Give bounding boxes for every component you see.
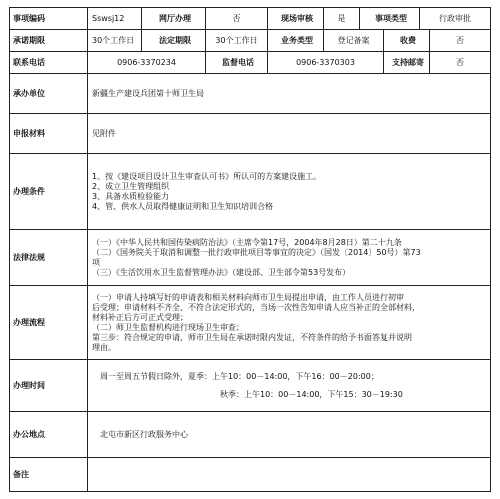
remarks-label: 备注 <box>10 458 88 491</box>
row-header <box>10 8 490 30</box>
unit-label: 承办单位 <box>10 74 88 113</box>
supervision-phone-value: 0906-3370303 <box>268 52 384 73</box>
materials-value: 见附件 <box>92 128 116 138</box>
row-conditions <box>10 154 490 230</box>
contact-phone-label: 联系电话 <box>10 52 88 73</box>
location-value: 北屯市新区行政服务中心 <box>100 429 188 439</box>
item-type-label: 事项类型 <box>360 8 420 29</box>
process-line: 理由。 <box>92 342 116 352</box>
row-laws <box>10 230 490 286</box>
hours-content <box>88 360 490 411</box>
mail-support-value: 否 <box>456 57 464 67</box>
onsite-review-label: 现场审核 <box>268 8 324 29</box>
condition-line: 4、管、供水人员取得健康证明和卫生知识培训合格 <box>92 201 274 211</box>
hours-line: 周一至周五节假日除外，夏季：上午10：00－14:00，下午16：00－20:00； <box>100 371 379 381</box>
conditions-content <box>88 154 490 229</box>
row-location <box>10 412 490 458</box>
business-type-value: 登记备案 <box>324 30 384 51</box>
business-type-label: 业务类型 <box>268 30 324 51</box>
row-contacts <box>10 52 490 74</box>
row-process <box>10 286 490 360</box>
row-unit <box>10 74 490 114</box>
row-hours <box>10 360 490 412</box>
fee-label: 收费 <box>384 30 430 51</box>
online-label: 网厅办理 <box>142 8 206 29</box>
legal-period-label: 法定期限 <box>142 30 206 51</box>
hours-line: 秋季：上午10：00－14:00，下午15：30－19:30 <box>220 389 403 399</box>
online-value: 否 <box>206 8 268 29</box>
law-line: （二）《国务院关于取消和调整一批行政审批项目等事宜的决定》（国发〔2014〕50号）第73 <box>92 247 421 257</box>
promised-period-value: 30个工作日 <box>88 30 142 51</box>
onsite-review-value: 是 <box>324 8 360 29</box>
row-remarks <box>10 458 490 491</box>
conditions-label: 办理条件 <box>10 154 88 229</box>
item-type-value: 行政审批 <box>439 13 471 23</box>
mail-support-label: 支持邮寄 <box>384 52 430 73</box>
row-materials <box>10 114 490 154</box>
law-line: 项 <box>92 257 100 267</box>
legal-period-value: 30个工作日 <box>206 30 268 51</box>
process-line: 后受理；申请材料不齐全、不符合法定形式的，当场一次性告知申请人应当补正的全部材料， <box>92 302 420 312</box>
fee-value: 否 <box>456 35 464 45</box>
process-line: （一）申请人持填写好的申请表和相关材料向师市卫生局提出申请，由工作人员进行初审 <box>92 292 404 302</box>
law-line: （三）《生活饮用水卫生监督管理办法》（建设部、卫生部令第53号发布） <box>92 267 351 277</box>
process-line: （二）师卫生监督机构进行现场卫生审查； <box>92 322 244 332</box>
laws-content <box>88 230 490 285</box>
row-deadlines <box>10 30 490 52</box>
process-content <box>88 286 490 359</box>
item-code-label: 事项编码 <box>10 8 88 29</box>
process-line: 材料补正后方可正式受理； <box>92 312 188 322</box>
condition-line: 3、具备水质检验能力 <box>92 191 170 201</box>
law-line: （一）《中华人民共和国传染病防治法》（主席令第17号，2004年8月28日）第二十九条 <box>92 237 402 247</box>
process-label: 办理流程 <box>10 286 88 359</box>
contact-phone-value: 0906-3370234 <box>88 52 206 73</box>
supervision-phone-label: 监督电话 <box>206 52 268 73</box>
remarks-value <box>88 458 490 491</box>
condition-line: 2、成立卫生管理组织 <box>92 181 170 191</box>
promised-period-label: 承诺期限 <box>10 30 88 51</box>
laws-label: 法律法规 <box>10 230 88 285</box>
materials-label: 申报材料 <box>10 114 88 153</box>
location-label: 办公地点 <box>10 412 88 457</box>
condition-line: 1、按《建设项目设计卫生审查认可书》所认可的方案建设施工。 <box>92 171 322 181</box>
hours-label: 办理时间 <box>10 360 88 411</box>
process-line: 第三步：符合规定的申请，师市卫生局在承诺时限内发证，不符条件的给予书面答复并说明 <box>92 332 412 342</box>
item-code-value: Sswsj12 <box>88 8 142 29</box>
service-info-table <box>9 7 491 492</box>
unit-value: 新疆生产建设兵团第十师卫生局 <box>92 88 204 98</box>
